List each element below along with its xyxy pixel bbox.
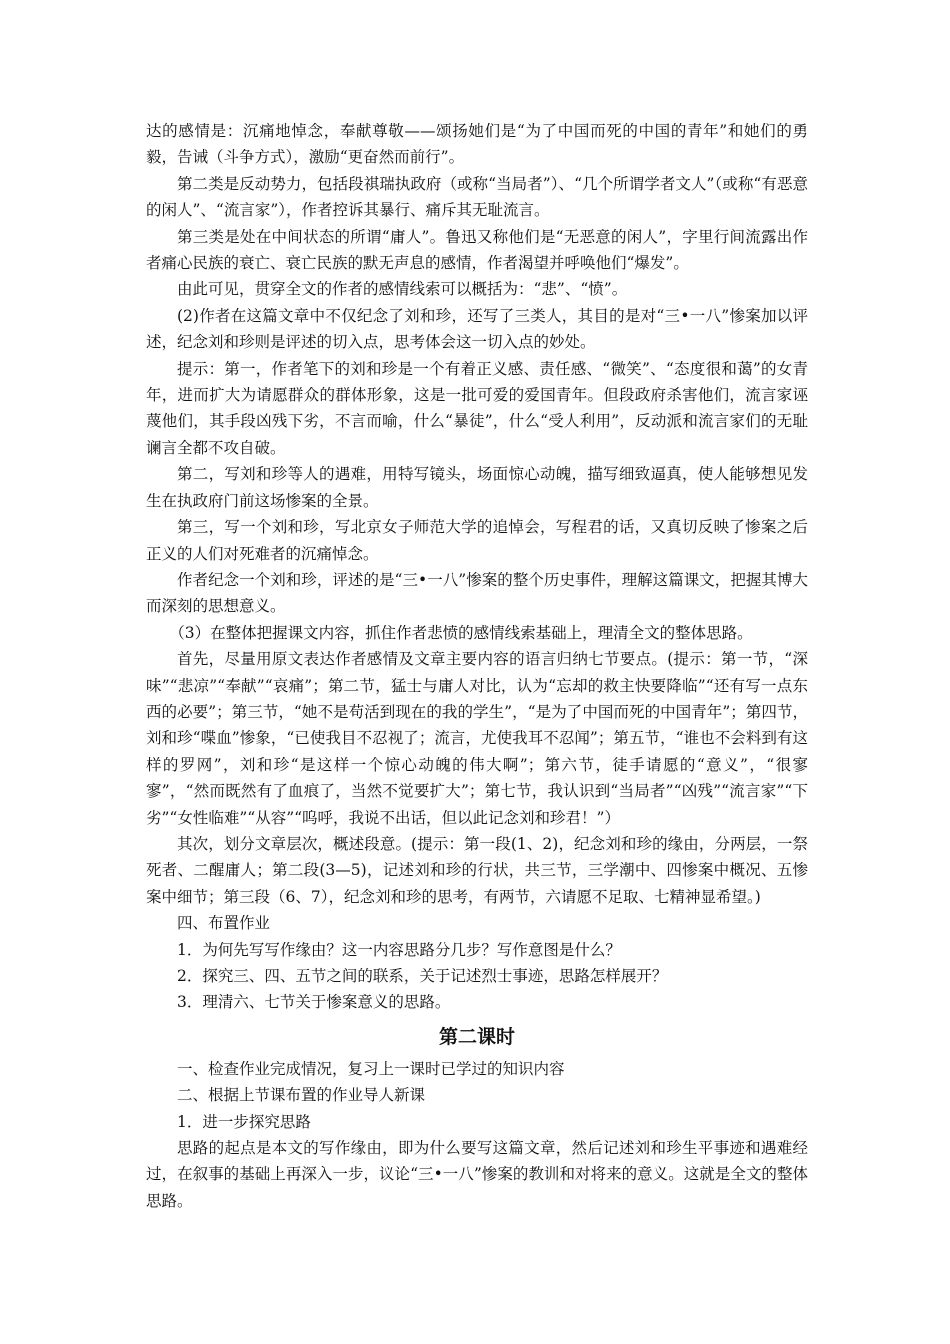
- homework-item-2: 2．探究三、四、五节之间的联系，关于记述烈士事迹，思路怎样展开？: [177, 967, 668, 985]
- paragraph-question-3: （3）在整体把握课文内容，抓住作者悲愤的感情线索基础上，理清全文的整体思路。: [169, 623, 753, 642]
- lesson-heading: 第二课时: [438, 1025, 515, 1048]
- paragraph-question-2: (2)作者在这篇文章中不仅纪念了刘和珍，还写了三类人，其目的是对“三•一八”惨案加以评述，纪念刘和珍则是评述的切入点，思考体会这一切入点的妙处。: [146, 306, 808, 352]
- homework-item-1: 1．为何先写写作缘由？这一内容思路分几步？写作意图是什么？: [177, 940, 621, 959]
- step-introduce-lesson: 二、根据上节课布置的作业导人新课: [177, 1086, 426, 1105]
- paragraph-section-points: 首先，尽量用原文表达作者感情及文章主要内容的语言归纳七节要点。(提示：第一节，“深味”“悲凉”“奉献”“哀痛”；第二节，猛士与庸人对比，认为“忘却的救主快要降临”“还有写一点东西的必要”；第三节，“她不是苟活到现在的我的学生”，“是为了中国而死的中国青年”；第四节，刘和珍“喋血”惨象，“已使我目不忍视了；流言，尤使我耳不忍闻”；第五节，“谁也不会料到有这样的罗网”，刘和珍“是这样一个惊心动魄的伟大啊”；第六节，徒手请愿的“意义”，“很寥寥”，“然而既然有了血痕了，当然不觉要扩大”；第七节，我认识到“当局者”“凶残”“流言家”“下劣”“女性临难”“从容”“呜呼，我说不出话，但以此记念刘和珍君！”）: [146, 650, 808, 827]
- paragraph-overall-thought: 思路的起点是本文的写作缘由，即为什么要写这篇文章，然后记述刘和珍生平事迹和遇难经过，在叙事的基础上再深入一步，议论“三•一八”惨案的教训和对将来的意义。这就是全文的整体思路。: [146, 1139, 808, 1210]
- paragraph-continuation: 达的感情是：沉痛地悼念，奉献尊敬——颂扬她们是“为了中国而死的中国的青年”和她们的勇毅，告诫（斗争方式），激励“更奋然而前行”。: [146, 122, 808, 167]
- paragraph-bystanders: 第三类是处在中间状态的所谓“庸人”。鲁迅又称他们是“无恶意的闲人”，字里行间流露出作者痛心民族的衰亡、衰亡民族的默无声息的感情，作者渴望并呼唤他们“爆发”。: [146, 227, 808, 273]
- section-homework-heading: 四、布置作业: [177, 914, 271, 933]
- paragraph-emotion-summary: 由此可见，贯穿全文的作者的感情线索可以概括为：“悲”、“愤”。: [177, 280, 628, 299]
- paragraph-structure: 其次，划分文章层次，概述段意。(提示：第一段(1、2)，纪念刘和珍的缘由，分两层，一祭死者、二醒庸人；第二段(3—5)，记述刘和珍的行状，共三节，三学潮中、四惨案中概况、五惨案中细节；第三段（6、7），纪念刘和珍的思考，有两节，六请愿不足取、七精神显希望。): [146, 834, 808, 906]
- subsection-explore: 1．进一步探究思路: [177, 1112, 311, 1131]
- paragraph-hint-conclusion: 作者纪念一个刘和珍，评述的是“三•一八”惨案的整个历史事件，理解这篇课文，把握其博大而深刻的思想意义。: [146, 570, 808, 616]
- document-page: [146, 118, 808, 1214]
- paragraph-reactionary: 第二类是反动势力，包括段祺瑞执政府（或称“当局者”）、“几个所谓学者文人”（或称“有恶意的闲人”、“流言家”），作者控诉其暴行、痛斥其无耻流言。: [146, 174, 808, 220]
- step-check-homework: 一、检查作业完成情况，复习上一课时已学过的知识内容: [177, 1059, 565, 1078]
- paragraph-hint-second: 第二，写刘和珍等人的遇难，用特写镜头，场面惊心动魄，描写细致逼真，使人能够想见发生在执政府门前这场惨案的全景。: [146, 465, 808, 510]
- paragraph-hint-first: 提示：第一，作者笔下的刘和珍是一个有着正义感、责任感、“微笑”、“态度很和蔼”的女青年，进而扩大为请愿群众的群体形象，这是一批可爱的爱国青年。但段政府杀害他们，流言家诬蔑他们，其手段凶残下劣，不言而喻，什么“暴徒”，什么“受人利用”，反动派和流言家们的无耻谰言全都不攻自破。: [146, 359, 808, 457]
- homework-item-3: 3．理清六、七节关于惨案意义的思路。: [177, 993, 451, 1012]
- paragraph-hint-third: 第三，写一个刘和珍，写北京女子师范大学的追悼会，写程君的话，又真切反映了惨案之后正义的人们对死难者的沉痛悼念。: [146, 518, 808, 563]
